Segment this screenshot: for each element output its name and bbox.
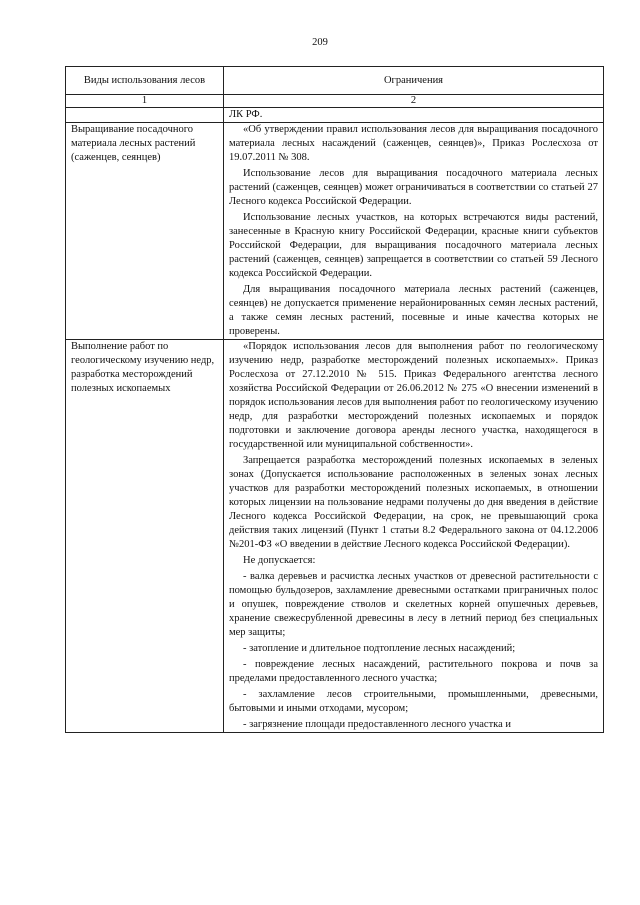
restrictions-cell — [224, 123, 604, 340]
restriction-paragraph: Не допускается: — [243, 555, 316, 566]
usage-kind-cell — [66, 108, 224, 123]
usage-kind-cell: Выращивание посадочного материала лесных растений (саженцев, сеянцев) — [66, 123, 224, 340]
restrictions-cell — [224, 340, 604, 733]
restriction-paragraph: - повреждение лесных насаждений, растительного покрова и почв за пределами предоставленного лесного участка; — [229, 659, 598, 684]
restriction-paragraph: - затопление и длительное подтопление лесных насаждений; — [243, 643, 516, 654]
table-header-row — [66, 67, 604, 95]
restriction-paragraph: «Об утверждении правил использования лесов для выращивания посадочного материала лесных насаждений (саженцев, сеянцев)», Приказ Рослесхоза от 19.07.2011 № 308. — [229, 124, 598, 163]
restriction-paragraph: - загрязнение площади предоставленного лесного участка и — [243, 719, 512, 730]
table-row — [66, 340, 604, 733]
usage-kind-cell: Выполнение работ по геологическому изучению недр, разработка месторождений полезных ископаемых — [66, 340, 224, 733]
restrictions-table — [65, 66, 604, 733]
table-row — [66, 108, 604, 123]
column-number-row — [66, 95, 604, 108]
restriction-paragraph: Для выращивания посадочного материала лесных растений (саженцев, сеянцев) не допускается применение нерайонированных семян лесных растений, а также семян лесных растений, посевные и иные качества которых не проверены. — [229, 284, 598, 337]
restriction-paragraph: Использование лесов для выращивания посадочного материала лесных растений (саженцев, сеянцев) может ограничиваться в соответствии со статьей 27 Лесного кодекса Российской Федерации. — [229, 168, 598, 207]
restriction-paragraph: - захламление лесов строительными, промышленными, древесными, бытовыми и иными отходами, мусором; — [229, 689, 598, 714]
restriction-paragraph: - валка деревьев и расчистка лесных участков от древесной растительности с помощью бульдозеров, захламление древесными остатками приграничных полос и опушек, повреждение стволов и скелетных корней опушечных деревьев, хранение свежесрубленной древесины в лесу в летний период без специальных мер защиты; — [229, 571, 598, 638]
restrictions-cell — [224, 108, 604, 123]
restriction-paragraph: Использование лесных участков, на которых встречаются виды растений, занесенные в Красную книгу Российской Федерации, красные книги субъектов Российской Федерации, для выращивания посадочного материала лесных растений (саженцев, сеянцев) запрещается в соответствии со статьей 59 Лесного кодекса Российской Федерации. — [229, 212, 598, 279]
column-number-1: 1 — [66, 95, 224, 108]
restriction-paragraph: «Порядок использования лесов для выполнения работ по геологическому изучению недр, разработке месторождений полезных ископаемых». Приказ Рослесхоза от 27.12.2010 № 515. Приказ Федерального агентства лесного хозяйства Российской Федерации от 26.06.2012 № 275 «О внесении изменений в порядок использования лесов для выполнения работ по геологическому изучению недр, для разработки месторождений полезных ископаемых и порядок подготовки и заключение договора аренды лесного участка, находящегося в государственной или муниципальной собственности». — [229, 341, 598, 450]
header-restrictions: Ограничения — [224, 67, 604, 95]
header-usage-kinds: Виды использования лесов — [66, 67, 224, 95]
page-number: 209 — [312, 37, 328, 48]
column-number-2: 2 — [224, 95, 604, 108]
restriction-paragraph: Запрещается разработка месторождений полезных ископаемых в зеленых зонах (Допускается использование расположенных в зеленых зонах лесных участков для разработки месторождений полезных ископаемых, в отношении которых лицензии на пользование недрами получены до дня введения в действие Лесного кодекса Российской Федерации, на срок, не превышающий срока действия таких лицензий (Пункт 1 статьи 8.2 Федерального закона от 04.12.2006 №201-ФЗ «О введении в действие Лесного кодекса Российской Федерации). — [229, 455, 598, 550]
restriction-paragraph: ЛК РФ. — [229, 109, 263, 120]
table-row — [66, 123, 604, 340]
